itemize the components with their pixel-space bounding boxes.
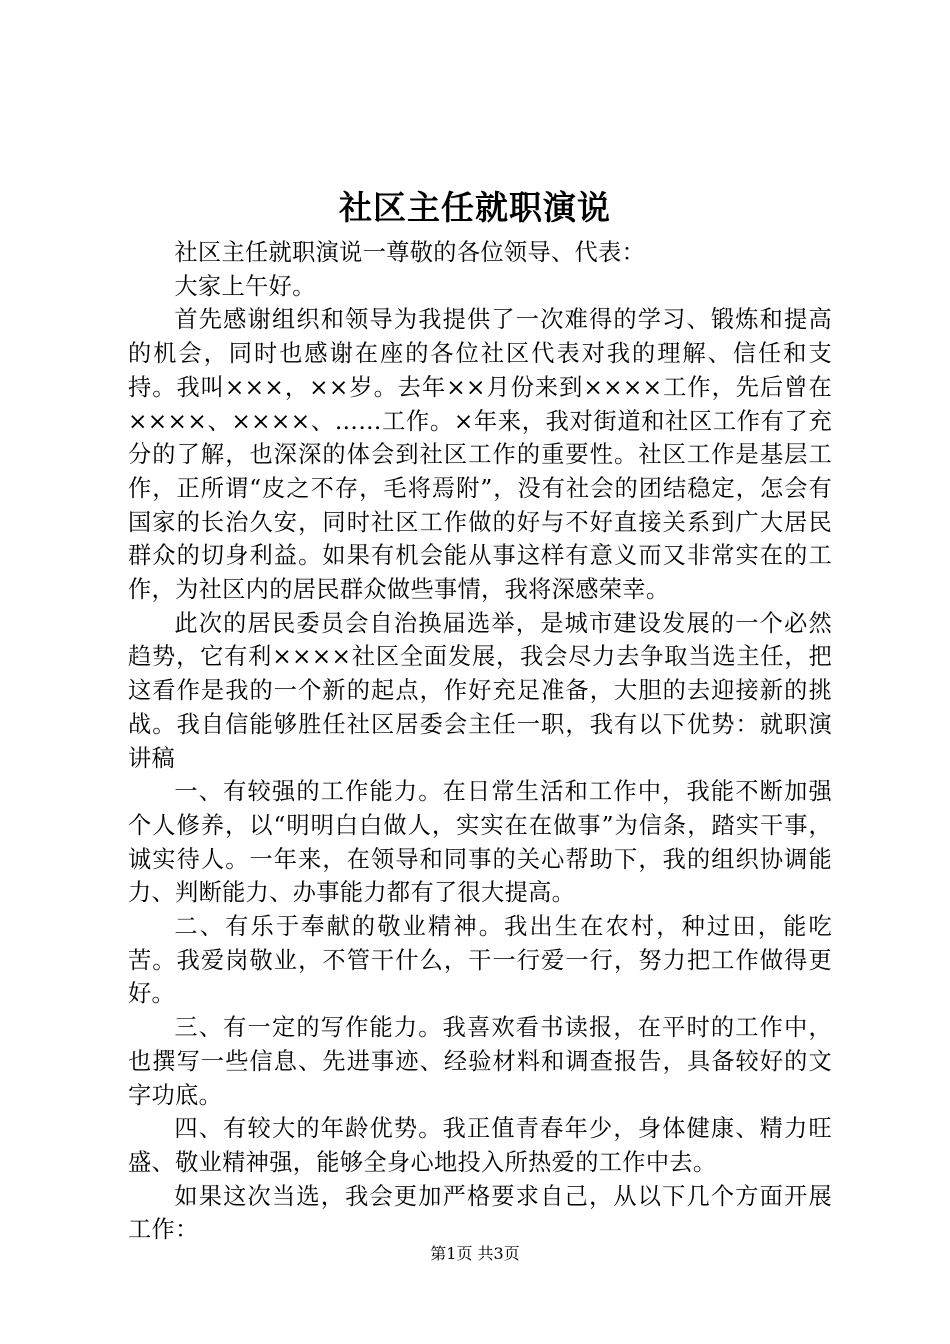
paragraph-advantage-3: 三、有一定的写作能力。我喜欢看书读报，在平时的工作中，也撰写一些信息、先进事迹、经验材料和调查报告，具备较好的文字功底。 (128, 1014, 832, 1109)
paragraph-closing: 如果这次当选，我会更加严格要求自己，从以下几个方面开展工作： (128, 1182, 832, 1244)
paragraph-hello: 大家上午好。 (174, 272, 316, 300)
paragraph-advantage-4: 四、有较大的年龄优势。我正值青春年少，身体健康、精力旺盛、敬业精神强，能够全身心地投入所热爱的工作中去。 (128, 1115, 832, 1176)
paragraph-election: 此次的居民委员会自治换届选举，是城市建设发展的一个必然趋势，它有利××××社区全面发展，我会尽力去争取当选主任，把这看作是我的一个新的起点，作好充足准备，大胆的去迎接新的挑战。我自信能够胜任社区居委会主任一职，我有以下优势：就职演讲稿 (128, 609, 832, 772)
document-body (128, 236, 832, 1247)
document-title: 社区主任就职演说 (339, 188, 611, 227)
paragraph-advantage-2: 二、有乐于奉献的敬业精神。我出生在农村，种过田，能吃苦。我爱岗敬业，不管干什么，干一行爱一行，努力把工作做得更好。 (128, 913, 832, 1008)
paragraph-introduction: 首先感谢组织和领导为我提供了一次难得的学习、锻炼和提高的机会，同时也感谢在座的各位社区代表对我的理解、信任和支持。我叫×××，××岁。去年××月份来到××××工作，先后曾在××××、××××、……工作。×年来，我对街道和社区工作有了充分的了解，也深深的体会到社区工作的重要性。社区工作是基层工作，正所谓“皮之不存，毛将焉附”，没有社会的团结稳定，怎会有国家的长治久安，同时社区工作做的好与不好直接关系到广大居民群众的切身利益。如果有机会能从事这样有意义而又非常实在的工作，为社区内的居民群众做些事情，我将深感荣幸。 (128, 306, 832, 604)
paragraph-greeting: 社区主任就职演说一尊敬的各位领导、代表： (174, 239, 646, 266)
paragraph-advantage-1: 一、有较强的工作能力。在日常生活和工作中，我能不断加强个人修养，以“明明白白做人，实实在在做事”为信条，踏实干事，诚实待人。一年来，在领导和同事的关心帮助下，我的组织协调能力、判断能力、办事能力都有了很大提高。 (128, 778, 832, 907)
page-number-footer: 第1页 共3页 (430, 1244, 520, 1263)
